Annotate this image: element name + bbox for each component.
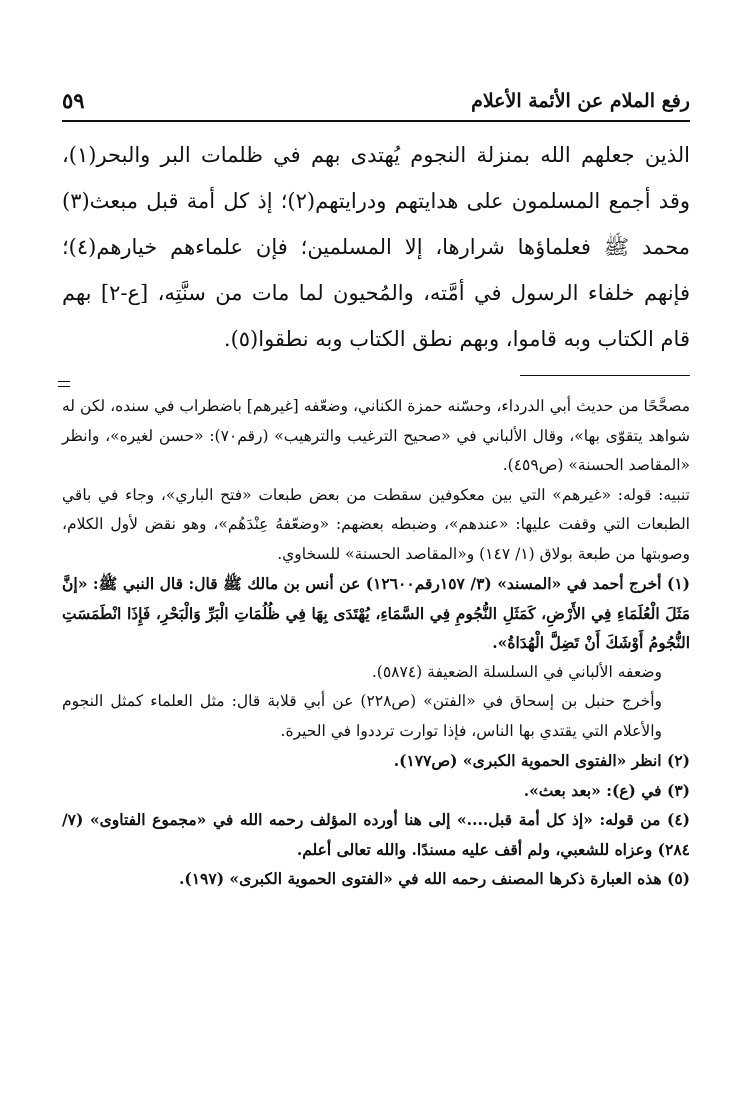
- footnotes: [62, 392, 690, 894]
- footnote-2: (٢) انظر «الفتوى الحموية الكبرى» (ص١٧٧).: [393, 751, 690, 770]
- footnote-1-extra: وأخرج حنبل بن إسحاق في «الفتن» (ص٢٢٨) عن أبي قلابة قال: مثل العلماء كمثل النجوم والأعلام التي يقتدي بها الناس، فإذا توارت ترددوا في الحيرة.: [62, 692, 662, 740]
- footnote-1-source: (١) أخرج أحمد في «المسند» (٣/ ١٥٧رقم١٢٦٠٠) عن أنس بن مالك ﷺ قال: قال النبي ﷺ:: [87, 574, 690, 593]
- page-number: ٥٩: [62, 88, 85, 113]
- hadith-text: «إنَّ مَثَلَ الْعُلَمَاءِ فِي الأَرْضِ، كَمَثَلِ النُّجُومِ فِي السَّمَاءِ، يُهْتَدَى بِهَا فِي ظُلُمَاتِ الْبَرِّ وَالْبَحْرِ، فَإِذَا انْطَمَسَتِ النُّجُومُ أَوْشَكَ أَنْ تَضِلَّ الْهُدَاةُ».: [62, 574, 690, 652]
- main-paragraph: الذين جعلهم الله بمنزلة النجوم يُهتدى بهم في ظلمات البر والبحر(١)، وقد أجمع المسلمون على هدايتهم ودرايتهم(٢)؛ إذ كل أمة قبل مبعث(٣) محمد ﷺ فعلماؤها شرارها، إلا المسلمين؛ فإن علماءهم خيارهم(٤)؛ فإنهم خلفاء الرسول في أمَّته، والمُحيون لما مات من سنَّتِه، [ع-٢] بهم قام الكتاب وبه قاموا، وبهم نطق الكتاب وبه نطقوا(٥).: [62, 143, 690, 351]
- page-header: [62, 88, 690, 118]
- footnote-1: [62, 569, 690, 658]
- footnote-1-grading: وضعفه الألباني في السلسلة الضعيفة (٥٨٧٤).: [371, 662, 662, 681]
- footnote-4: (٤) من قوله: «إذ كل أمة قبل....» إلى هنا أورده المؤلف رحمه الله في «مجموع الفتاوى» (٧/ ٢٨٤) وعزاه للشعبي، ولم أقف عليه مسندًا. والله تعالى أعلم.: [62, 810, 690, 859]
- footnote-continued: مصحَّحًا من حديث أبي الدرداء، وحسّنه حمزة الكناني، وضعّفه [غيرهم] باضطراب في سنده، لكن له شواهد يتقوّى بها»، وقال الألباني في «صحيح الترغيب والترهيب» (رقم٧٠): «حسن لغيره»، وانظر «المقاصد الحسنة» (ص٤٥٩).: [62, 397, 691, 474]
- footnote-3: (٣) في (ع): «بعد بعث».: [523, 780, 690, 800]
- header-divider: [62, 120, 690, 122]
- footnote-remark: تنبيه: قوله: «غيرهم» التي بين معكوفين سقطت من بعض طبعات «فتح الباري»، وجاء في باقي الطبعات التي وقفت عليها: «عندهم»، وضبطه بعضهم: «وضعّفهُ عِنْدَهُم»، وهو نقض لأول الكلام، وصوبتها من طبعة بولاق (١/ ١٤٧) و«المقاصد الحسنة» للسخاوي.: [62, 485, 690, 563]
- running-title: رفع الملام عن الأئمة الأعلام: [471, 90, 690, 112]
- main-text: [62, 132, 690, 362]
- footnote-5: (٥) هذه العبارة ذكرها المصنف رحمه الله في «الفتوى الحموية الكبرى» (١٩٧).: [178, 869, 690, 888]
- continuation-mark: [58, 381, 70, 387]
- footnote-divider: [520, 375, 690, 376]
